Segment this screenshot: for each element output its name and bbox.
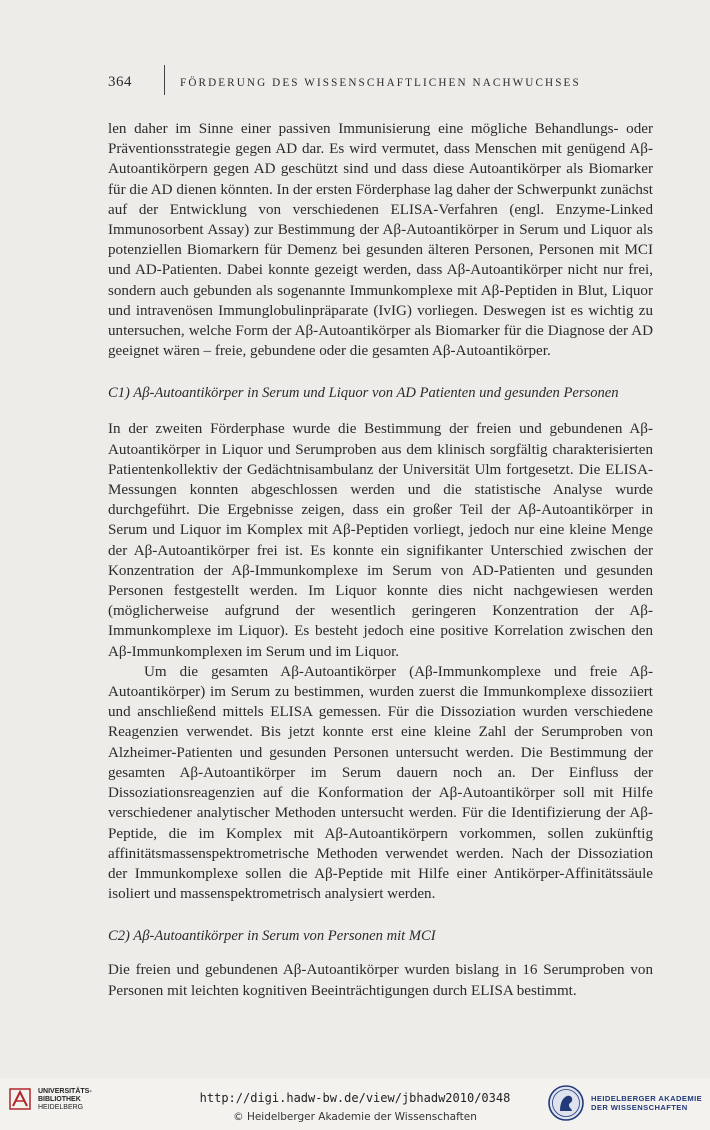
copyright-notice: © Heidelberger Akademie der Wissenschaften [233, 1111, 477, 1123]
academy-line-2: DER WISSENSCHAFTEN [591, 1103, 688, 1112]
permalink-url[interactable]: http://digi.hadw-bw.de/view/jbhadw2010/0348 [199, 1091, 511, 1105]
paragraph-1: len daher im Sinne einer passiven Immunisierung eine mögliche Behandlungs- oder Präventionsstrategie gegen AD dar. Es wird vermutet, dass Menschen mit genügend Aβ-Autoantikörpern gegen AD geschützt sind und dass diese Autoantikörper als Biomarker für die AD dienen könnten. In der ersten Förderphase lag daher der Schwerpunkt zunächst auf der Entwicklung von verschiedenen ELISA-Verfahren (engl. Enzyme-Linked Immunosorbent Assay) zur Bestimmung der Aβ-Autoantikörper in Serum und Liquor als potenziellen Biomarkern für Demenz bei gesunden älteren Personen, Personen mit MCI und AD-Patienten. Dabei konnte gezeigt werden, dass Aβ-Autoantikörper nicht nur frei, sondern auch gebunden als sogenannte Immunkomplexe mit Aβ-Peptiden in Blut, Liquor und intravenösen Immunglobulinpräparate (IvIG) vorliegen. Deswegen ist es wichtig zu untersuchen, welche Form der Aβ-Autoantikörper als Biomarker für die Diagnose der AD geeignet wären – freie, gebundene oder die gesamten Aβ-Autoantikörper. [108, 121, 653, 360]
academy-seal-icon [547, 1084, 585, 1122]
library-line-3: HEIDELBERG [38, 1104, 84, 1111]
body-text [108, 119, 653, 1001]
library-line-2: BIBLIOTHEK [38, 1096, 81, 1103]
paragraph-3: Um die gesamten Aβ-Autoantikörper (Aβ-Immunkomplexe und freie Aβ-Autoantikörper) im Serum zu bestimmen, wurden zuerst die Immunkomplexe dissoziiert und anschließend mittels ELISA gemessen. Für die Dissoziation wurden verschiedene Reagenzien verwendet. Bis jetzt konnte erst eine kleine Zahl der Serumproben von Alzheimer-Patienten und gesunden Personen untersucht werden. Die Bestimmung der gesamten Aβ-Autoantikörper im Serum dauern noch an. Der Einfluss der Dissoziationsreagenzien auf die Konformation der Aβ-Autoantikörper soll mit Hilfe verschiedener analytischer Methoden untersucht werden. Für die Identifizierung der Aβ-Peptide, die im Komplex mit Aβ-Autoantikörpern vorkommen, sollen zukünftig affinitätsmassenspektrometrische Methoden verwendet werden. Nach der Dissoziation der Immunkomplexe sollen die Aβ-Peptide mit Hilfe einer Antikörper-Affinitätssäule isoliert und massenspektrometrisch analysiert werden. [108, 663, 653, 903]
running-title: FÖRDERUNG DES WISSENSCHAFTLICHEN NACHWUCHSES [180, 77, 581, 89]
running-head [108, 74, 648, 98]
academy-line-1: HEIDELBERGER AKADEMIE [591, 1094, 703, 1103]
academy-name [591, 1094, 702, 1112]
section-heading-c2: C2) Aβ-Autoantikörper in Serum von Personen mit MCI [108, 928, 436, 945]
paragraph-4: Die freien und gebundenen Aβ-Autoantikörper wurden bislang in 16 Serumproben von Personen mit leichten kognitiven Beeinträchtigungen durch ELISA bestimmt. [108, 962, 653, 999]
library-line-1: UNIVERSITÄTS- [38, 1088, 92, 1095]
section-heading-c1: C1) Aβ-Autoantikörper in Serum und Liquor von AD Patienten und gesunden Personen [108, 385, 619, 402]
page-number: 364 [108, 74, 132, 90]
footer-bar [0, 1078, 710, 1130]
paragraph-2: In der zweiten Förderphase wurde die Bestimmung der freien und gebundenen Aβ-Autoantikörper in Liquor und Serumproben aus dem klinisch sorgfältig charakterisierten Patientenkollektiv der Gedächtnisambulanz der Universität Ulm fortgesetzt. Die ELISA-Messungen konnten abgeschlossen werden und die statistische Analyse wurde durchgeführt. Die Ergebnisse zeigen, dass ein großer Teil der Aβ-Autoantikörper in Serum und Liquor im Komplex mit Aβ-Peptiden vorliegt, jedoch nur eine kleine Menge der Aβ-Autoantikörper frei ist. Es konnte ein signifikanter Unterschied zwischen der Konzentration der Aβ-Immunkomplexe im Serum von AD-Patienten und gesunden Personen festgestellt werden. Im Liquor konnte dies nicht nachgewiesen werden (möglicherweise aufgrund der wesentlich geringeren Konzentration der Aβ-Immunkomplexe im Liquor). Es besteht jedoch eine positive Korrelation zwischen den Aβ-Immunkomplexen im Serum und im Liquor. [108, 421, 653, 660]
header-divider [164, 65, 165, 95]
